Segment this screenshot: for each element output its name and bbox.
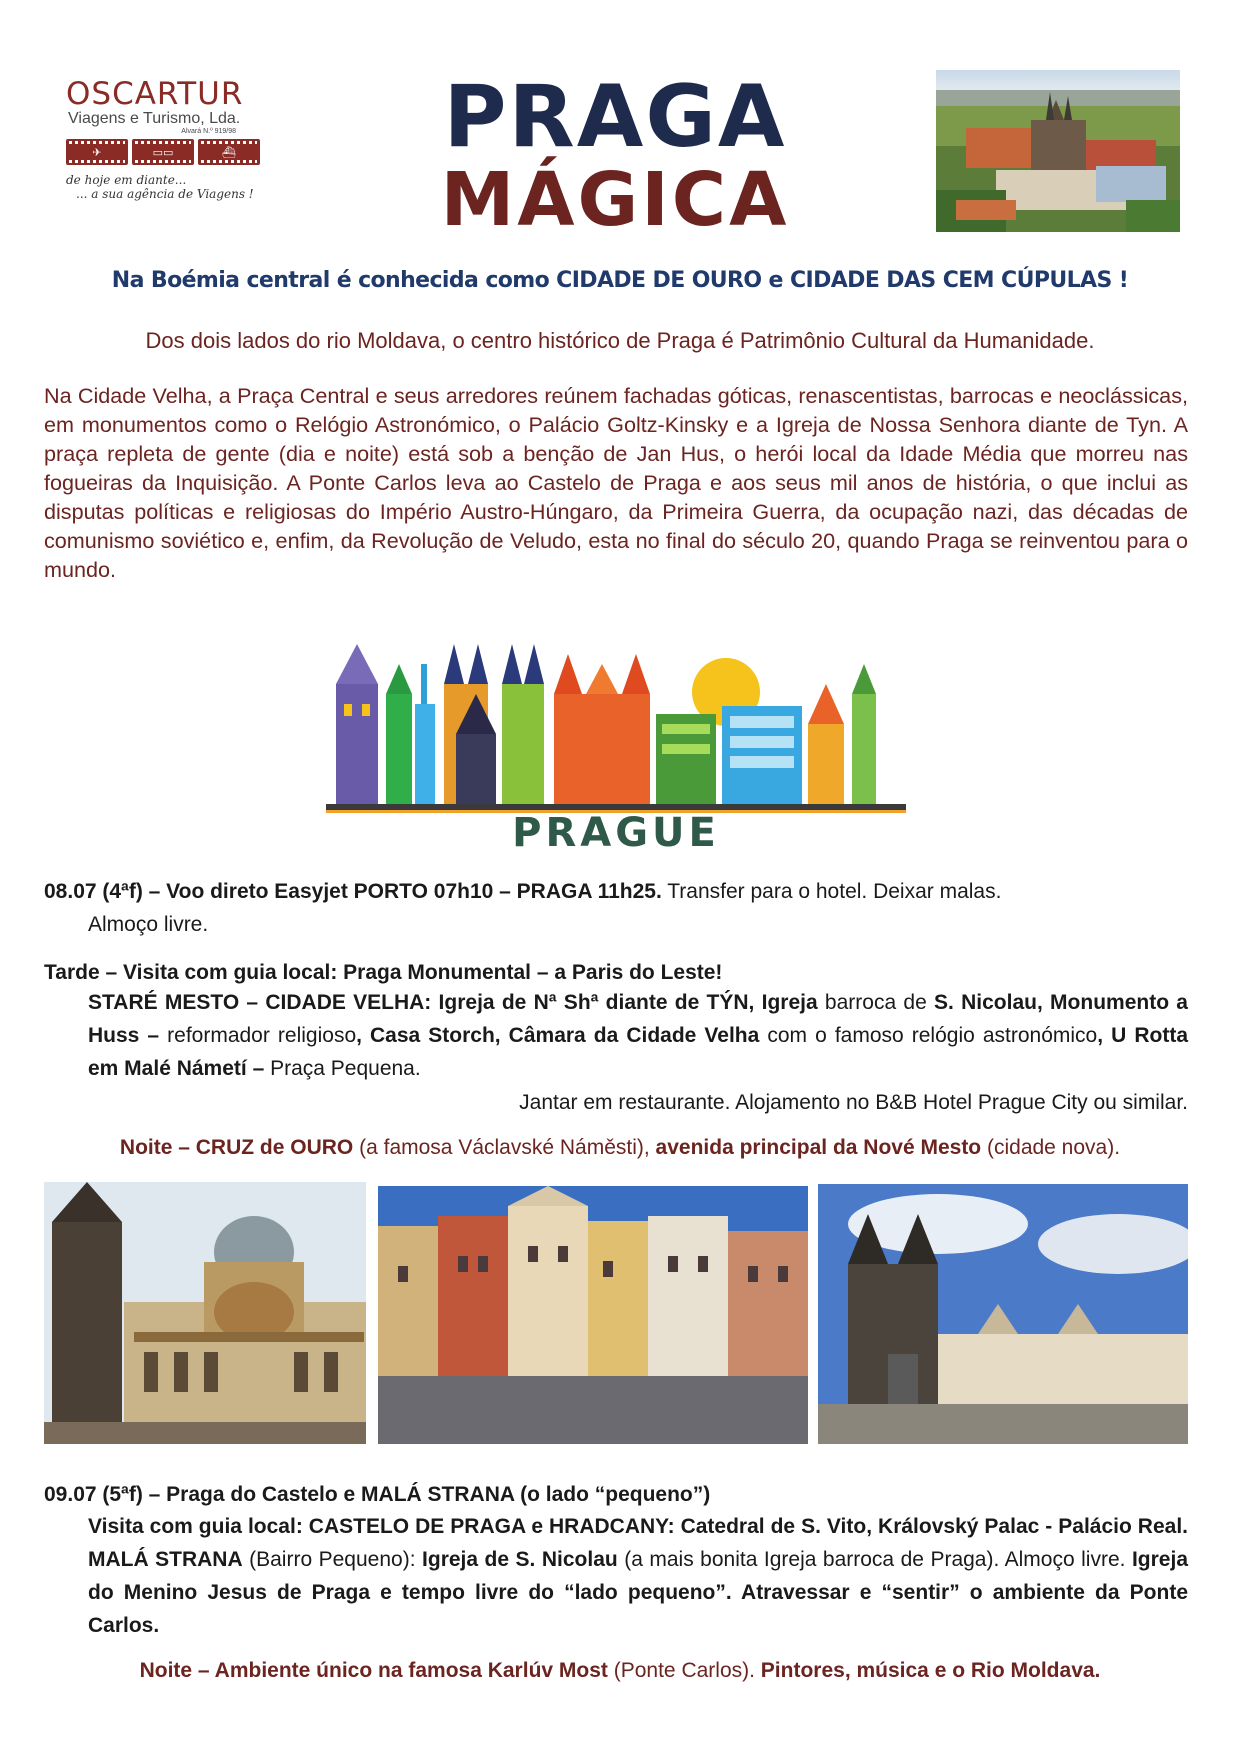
- subtitle: Na Boémia central é conhecida como CIDADE DE OURO e CIDADE DAS CEM CÚPULAS !: [111, 268, 1129, 293]
- old-town-square-photo: [378, 1186, 808, 1444]
- bus-icon: ▭▭: [132, 139, 194, 165]
- tour-part-8: Praça Pequena.: [264, 1057, 421, 1080]
- night1-part-2: (a famosa Václavské Náměsti),: [353, 1136, 656, 1159]
- prague-skyline-illustration: [326, 624, 906, 859]
- day2-details: [88, 1510, 1188, 1642]
- day1-lunch: Almoço livre.: [88, 913, 209, 936]
- night2-part-1: Noite – Ambiente único na famosa Karlúv Most: [139, 1659, 608, 1682]
- slogan-line-2: ... a sua agência de Viagens !: [76, 187, 254, 201]
- page-title-line-1: PRAGA: [443, 67, 787, 167]
- tour-part-3: S. Nicolau, Monumento a Huss –: [88, 991, 1188, 1047]
- day2-night: [40, 1654, 1200, 1687]
- day1-afternoon-details: [88, 986, 1188, 1085]
- page-title-line-2: MÁGICA: [440, 157, 790, 243]
- day1-transfer: Transfer para o hotel. Deixar malas.: [661, 880, 1002, 903]
- night2-part-3: Pintores, música e o Rio Moldava.: [760, 1659, 1101, 1682]
- night1-part-1: Noite – CRUZ de OURO: [119, 1136, 354, 1159]
- logo-license: Alvará N.º 919/98: [181, 128, 236, 135]
- day1-night: [40, 1131, 1200, 1164]
- logo-slogan: [66, 173, 286, 201]
- day1-flight: 08.07 (4ªf) – Voo direto Easyjet PORTO 07h10 – PRAGA 11h25.: [44, 880, 662, 903]
- day2-header: 09.07 (5ªf) – Praga do Castelo e MALÁ STRANA (o lado “pequeno”): [44, 1483, 711, 1506]
- tour-part-4: reformador religioso: [159, 1024, 357, 1047]
- night1-part-4: (cidade nova).: [981, 1136, 1121, 1159]
- tour-part-6: com o famoso relógio astronómico: [759, 1024, 1098, 1047]
- intro-paragraph: Na Cidade Velha, a Praça Central e seus arredores reúnem fachadas góticas, renascentistas, barrocas e neoclássicas, em monumentos como o Relógio Astronómico, o Palácio Goltz-Kinsky e a Igreja de Nossa Senhora diante de Tyn. A praça repleta de gente (dia e noite) está sob a benção de Jan Hus, o herói local da Idade Média que morreu nas fogueiras da Inquisição. A Ponte Carlos leva ao Castelo de Praga e aos seus mil anos de história, o que inclui as disputas políticas e religiosas do Império Austro-Húngaro, da Primeira Guerra, da ocupação nazi, das décadas de comunismo soviético e, enfim, da Revolução de Veludo, esta no final do século 20, quando Praga se reinventou para o mundo.: [44, 383, 1188, 582]
- visit-part-5: Igreja do Menino Jesus de Praga e tempo livre do “lado pequeno”. Atravessar e “sentir” o ambiente da Ponte Carlos.: [88, 1548, 1188, 1637]
- ship-icon: ⛴: [198, 139, 260, 165]
- day1-header: [44, 875, 1188, 941]
- day1-dinner: Jantar em restaurante. Alojamento no B&B Hotel Prague City ou similar.: [519, 1091, 1188, 1114]
- tour-part-7: , U Rotta em Malé Námetí –: [88, 1024, 1189, 1080]
- visit-part-4: (a mais bonita Igreja barroca de Praga). Almoço livre.: [617, 1548, 1132, 1571]
- visit-part-3: Igreja de S. Nicolau: [422, 1548, 618, 1571]
- tour-part-5: , Casa Storch, Câmara da Cidade Velha: [356, 1024, 760, 1047]
- logo-filmstrip: [66, 139, 286, 165]
- night1-part-3: avenida principal da Nové Mesto: [655, 1136, 982, 1159]
- plane-icon: ✈: [66, 139, 128, 165]
- night2-part-2: (Ponte Carlos).: [607, 1659, 761, 1682]
- skyline-caption: PRAGUE: [512, 810, 720, 856]
- tyn-church-photo: [818, 1184, 1188, 1444]
- logo-name: OSCARTUR: [66, 76, 244, 112]
- tour-part-2: barroca de: [817, 991, 935, 1014]
- tour-part-1: STARÉ MESTO – CIDADE VELHA: Igreja de Nª Shª diante de TÝN, Igreja: [88, 991, 818, 1014]
- company-logo: [66, 78, 286, 228]
- slogan-line-1: de hoje em diante...: [66, 173, 187, 187]
- visit-part-2: (Bairro Pequeno):: [242, 1548, 423, 1571]
- prague-castle-photo: [936, 70, 1180, 232]
- heritage-line: Dos dois lados do rio Moldava, o centro histórico de Praga é Patrimônio Cultural da Humanidade.: [145, 328, 1095, 353]
- municipal-house-photo: [44, 1182, 366, 1444]
- visit-part-1: Visita com guia local: CASTELO DE PRAGA e HRADCANY: Catedral de S. Vito, Královský Palac - Palácio Real. MALÁ STRANA: [88, 1515, 1188, 1571]
- logo-subtitle: Viagens e Turismo, Lda.: [68, 110, 241, 127]
- day1-afternoon-title: Tarde – Visita com guia local: Praga Monumental – a Paris do Leste!: [44, 961, 723, 984]
